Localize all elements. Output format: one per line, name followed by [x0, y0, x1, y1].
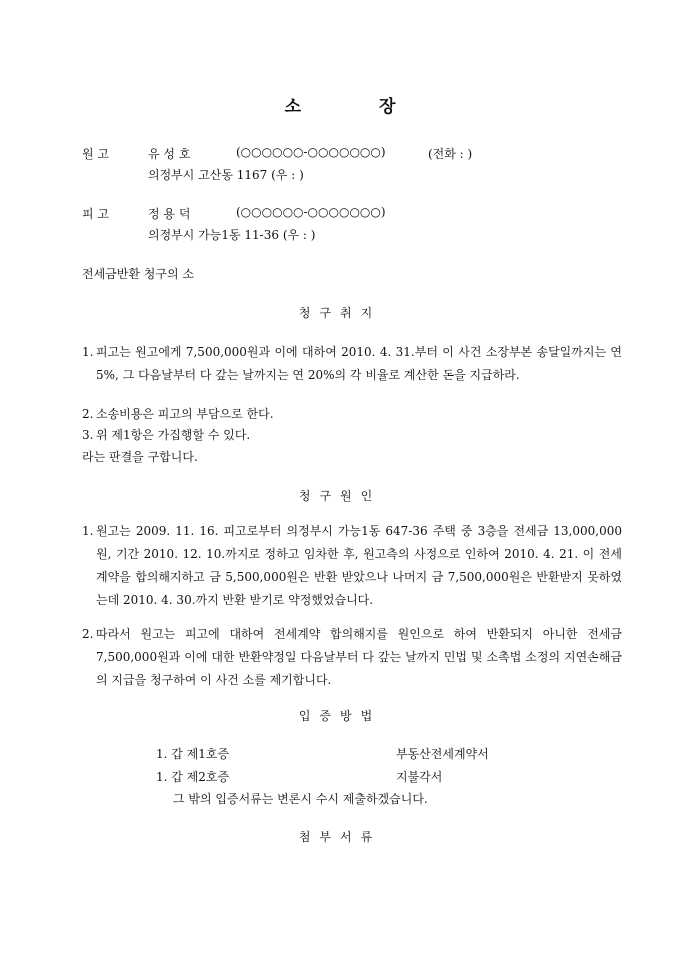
item-number: 1.	[82, 345, 94, 359]
item-text: 원고는 2009. 11. 16. 피고로부터 의정부시 가능1동 647-36 주택 중 3층을 전세금 13,000,000원, 기간 2010. 12. 10.까지로 정하고 임차한 후, 원고측의 사정으로 인하여 2010. 4. 21. 이 전세계약을 합의해지하고 금 5,500,000원은 반환 받았으나 나머지 금 7,500,000원은 반환받지 못하였는데 2010. 4. 30.까지 반환 받기로 약정했었습니다.	[96, 524, 622, 607]
item-number: 1.	[82, 524, 94, 538]
item-text: 소송비용은 피고의 부담으로 한다.	[96, 407, 274, 421]
case-name: 전세금반환 청구의 소	[82, 267, 194, 281]
plaintiff-id: (○○○○○○-○○○○○○○)	[236, 145, 386, 159]
item-number: 2.	[82, 627, 94, 641]
claim-purpose-heading: 청구취지	[298, 306, 382, 320]
plaintiff-phone: (전화 : )	[428, 147, 473, 161]
evidence-label-2: 1. 갑 제2호증	[156, 770, 230, 784]
item-text: 위 제1항은 가집행할 수 있다.	[96, 428, 251, 442]
item-text: 따라서 원고는 피고에 대하여 전세계약 합의해지를 원인으로 하여 반환되지 아니한 전세금 7,500,000원과 이에 대한 반환약정일 다음날부터 다 갚는 날까지 민법 및 소촉법 소정의 지연손해금의 지급을 청구하여 이 사건 소를 제기합니다.	[96, 627, 622, 687]
title-char-1: 소	[284, 97, 301, 117]
claim-cause-item-2	[82, 623, 622, 692]
defendant-id: (○○○○○○-○○○○○○○)	[236, 205, 386, 219]
claim-purpose-item-1	[82, 341, 622, 387]
attachments-heading: 첨부서류	[298, 830, 382, 844]
document-title	[0, 92, 680, 117]
claim-purpose-item-2	[82, 403, 622, 426]
defendant-role: 피 고	[82, 207, 109, 221]
claim-purpose-closing: 라는 판결을 구합니다.	[82, 450, 198, 464]
item-text: 피고는 원고에게 7,500,000원과 이에 대하여 2010. 4. 31.부터 이 사건 소장부본 송달일까지는 연 5%, 그 다음날부터 다 갚는 날까지는 연 20%의 각 비율로 계산한 돈을 지급하라.	[96, 345, 622, 382]
plaintiff-name: 유 성 호	[148, 147, 191, 161]
defendant-name: 정 용 덕	[148, 207, 191, 221]
claim-cause-heading: 청구원인	[298, 489, 382, 503]
evidence-label-1: 1. 갑 제1호증	[156, 747, 230, 761]
defendant-address: 의정부시 가능1동 11-36 (우 : )	[148, 228, 316, 242]
plaintiff-role: 원 고	[82, 147, 109, 161]
item-number: 2.	[82, 407, 94, 421]
claim-purpose-item-3	[82, 424, 622, 447]
title-char-2: 장	[379, 97, 396, 117]
item-number: 3.	[82, 428, 94, 442]
plaintiff-address: 의정부시 고산동 1167 (우 : )	[148, 168, 304, 182]
evidence-heading: 입증방법	[298, 709, 382, 723]
evidence-desc-1: 부동산전세계약서	[396, 747, 489, 761]
claim-cause-item-1	[82, 520, 622, 612]
evidence-note: 그 밖의 입증서류는 변론시 수시 제출하겠습니다.	[173, 792, 428, 806]
evidence-desc-2: 지불각서	[396, 770, 443, 784]
